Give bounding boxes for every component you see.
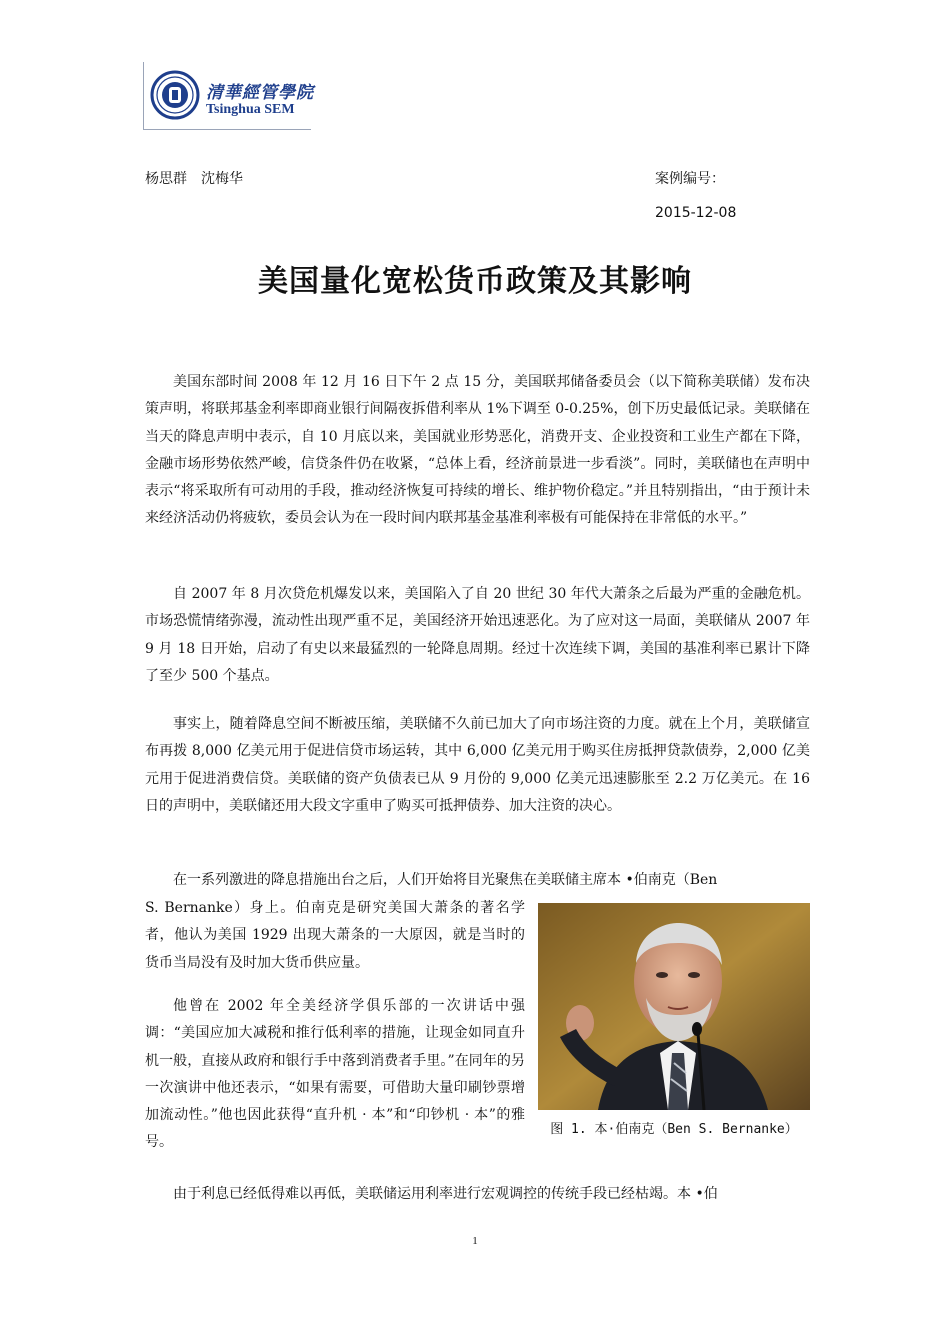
authors: 杨思群 沈梅华 <box>145 171 243 187</box>
page-number: 1 <box>472 1235 478 1247</box>
paragraph-2: 自 2007 年 8 月次贷危机爆发以来，美国陷入了自 20 世纪 30 年代大萧条之后最为严重的金融危机。市场恐慌情绪弥漫，流动性出现严重不足，美国经济开始迅速恶化。为了应对这一局面，美联储从 2007 年 9 月 18 日开始，启动了有史以来最猛烈的一轮降息周期。经过十次连续下调，美国的基准利率已累计下降了至少 500 个基点。 <box>145 586 810 684</box>
university-seal-icon <box>150 70 200 120</box>
tsinghua-sem-logo <box>143 62 314 130</box>
case-number-label: 案例编号： <box>655 171 725 187</box>
logo-chinese-text: 清華經管學院 <box>206 83 314 103</box>
document-title: 美国量化宽松货币政策及其影响 <box>258 264 692 299</box>
paragraph-7: 由于利息已经低得难以再低，美联储运用利率进行宏观调控的传统手段已经枯竭。本 •伯 <box>173 1186 718 1202</box>
paragraph-4: 在一系列激进的降息措施出台之后，人们开始将目光聚焦在美联储主席本 •伯南克（Ben <box>173 872 718 888</box>
case-date: 2015-12-08 <box>655 205 737 221</box>
figure-caption: 图 1. 本·伯南克（Ben S. Bernanke） <box>550 1122 798 1137</box>
paragraph-3: 事实上，随着降息空间不断被压缩，美联储不久前已加大了向市场注资的力度。就在上个月，美联储宣布再拨 8,000 亿美元用于促进信贷市场运转，其中 6,000 亿美元用于购买住房抵押贷款债券，2,000 亿美元用于促进消费信贷。美联储的资产负债表已从 9 月份的 9,000 亿美元迅速膨胀至 2.2 万亿美元。在 16 日的声明中，美联储还用大段文字重申了购买可抵押债券、加大注资的决心。 <box>145 716 810 814</box>
bernanke-photo <box>538 903 810 1110</box>
logo-english-text: Tsinghua SEM <box>206 102 295 117</box>
paragraph-6: 他曾在 2002 年全美经济学俱乐部的一次讲话中强调：“美国应加大减税和推行低利率的措施，让现金如同直升机一般，直接从政府和银行手中落到消费者手里。”在同年的另一次演讲中他还表示，“如果有需要，可借助大量印刷钞票增加流动性。”他也因此获得“直升机 · 本”和“印钞机 · 本”的雅号。 <box>145 998 525 1151</box>
paragraph-1: 美国东部时间 2008 年 12 月 16 日下午 2 点 15 分，美国联邦储备委员会（以下简称美联储）发布决策声明，将联邦基金利率即商业银行间隔夜拆借利率从 1%下调至 0-0.25%，创下历史最低记录。美联储在当天的降息声明中表示，自 10 月底以来，美国就业形势恶化，消费开支、企业投资和工业生产都在下降，金融市场形势依然严峻，信贷条件仍在收紧，“总体上看，经济前景进一步看淡”。同时，美联储也在声明中表示“将采取所有可动用的手段，推动经济恢复可持续的增长、维护物价稳定。”并且特别指出，“由于预计未来经济活动仍将疲软，委员会认为在一段时间内联邦基金基准利率极有可能保持在非常低的水平。” <box>145 374 810 527</box>
paragraph-5: S. Bernanke）身上。伯南克是研究美国大萧条的著名学者，他认为美国 1929 出现大萧条的一大原因，就是当时的货币当局没有及时加大货币供应量。 <box>145 900 525 971</box>
